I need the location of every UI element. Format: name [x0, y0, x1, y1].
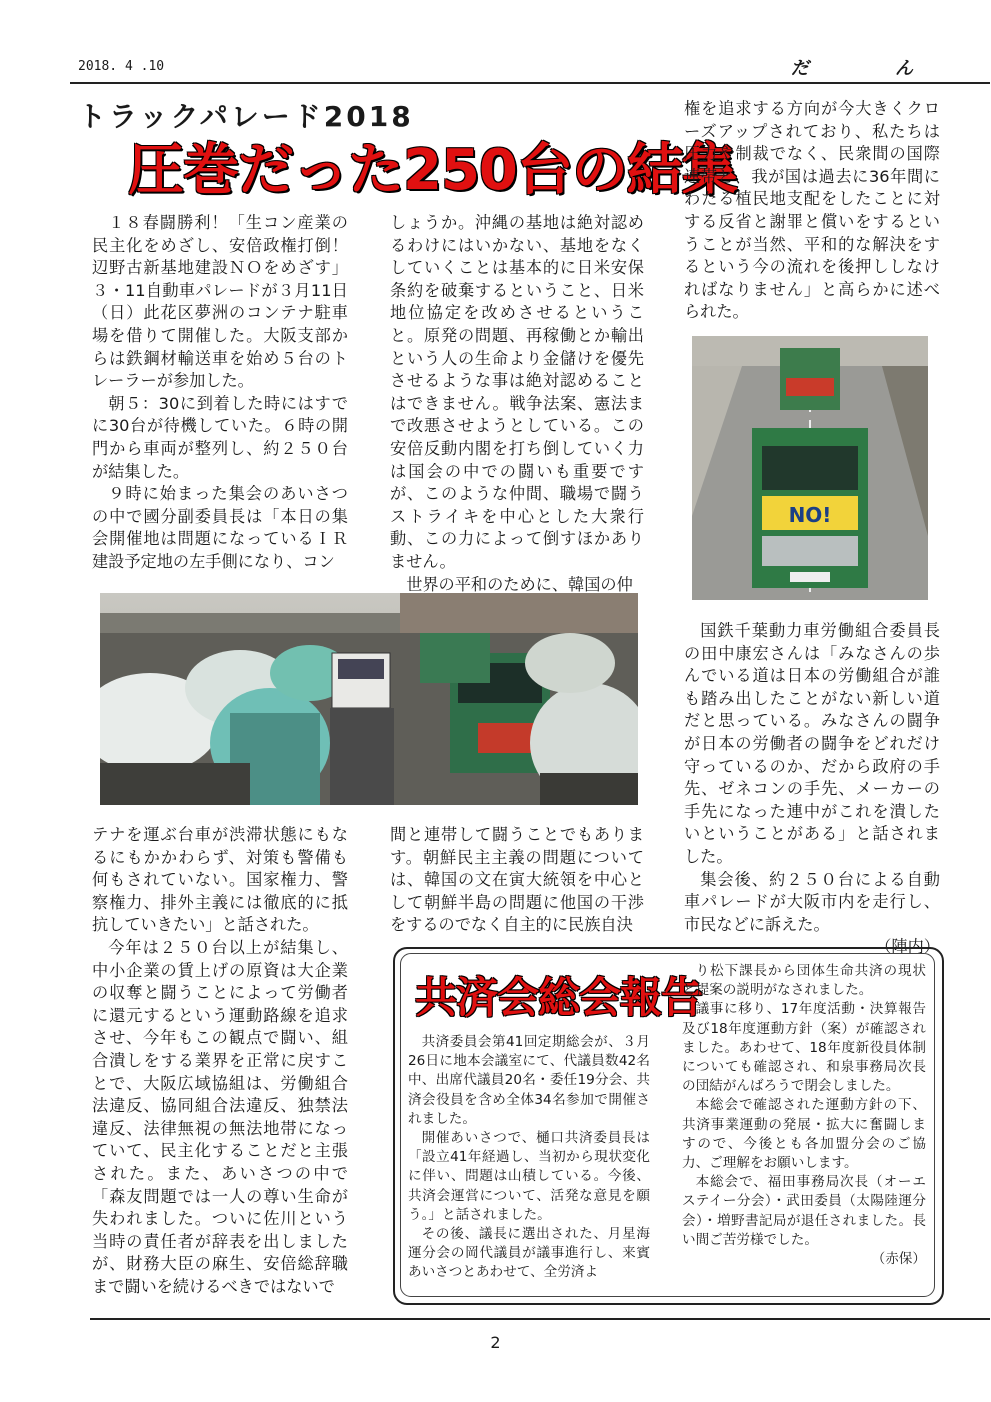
- paragraph: ９時に始まった集会のあいさつの中で國分副委員長は「本日の集会開催地は問題になっているＩＲ建設予定地の左手側になり、コン: [92, 484, 348, 571]
- paragraph: 世界の平和のために、韓国の仲: [406, 574, 633, 594]
- paragraph: 今年は２５０台以上が結集し、中小企業の賃上げの原資は大企業の収奪と闘うことによって労働者に還元するという運動路線を追求させ、今年もこの観点で闘い、組合潰しをする業界を正常に戻すことで、大阪広域協組は、労働組合法違反、協同組合法違反、独禁法違反、法律無視の無法地帯になっていて、民主化することだと主張された。また、あいさつの中で「森友問題では一人の尊い生命が失われました。ついに佐川という当時の責任者が辞表を出しましたが、財務大臣の麻生、安倍総辞職まで闘いを続けるべきではないで: [92, 937, 348, 1296]
- paragraph: り松下課長から団体生命共済の現状と提案の説明がなされました。: [682, 963, 926, 999]
- article-column-2: [390, 212, 644, 596]
- paragraph: 開催あいさつで、樋口共済委員長は「設立41年経過し、当初から現状変化に伴い、問題は山積している。今後、共済会運営について、活発な意見を願う。」と話されました。: [408, 1130, 650, 1223]
- paragraph: 本総会で、福田事務局次長（オーエステイー分会）・武田委員（太陽陸運分会）・増野書記局が退任されました。長い間ご苦労様でした。: [682, 1174, 926, 1248]
- paragraph: 共済委員会第41回定期総会が、３月26日に地本会議室にて、代議員数42名中、出席代議員20名・委任19分会、共済会役員を含め全体34名参加で開催されました。: [408, 1034, 650, 1127]
- paragraph: 国鉄千葉動力車労働組合委員長の田中康宏さんは「みなさんの歩んでいる道は日本の労働組合が誰も踏み出したことがない新しい道だと思っている。みなさんの闘争が日本の労働者の闘争をどれだけ守っているのか、だから政府の手先、ゼネコンの手先、メーカーの手先になった連中がこれを潰したいということがある」と話されました。: [684, 621, 940, 866]
- report-box-title: 共済会総会報告: [415, 973, 703, 1022]
- article-kicker: トラックパレード2018: [78, 100, 414, 133]
- top-rule: [70, 82, 990, 84]
- paragraph: １８春闘勝利！「生コン産業の民主化をめざし、安倍政権打倒！辺野古新基地建設ＮＯをめざす」３・11自動車パレードが３月11日（日）此花区夢洲のコンテナ駐車場を借りて開催した。大阪支部からは鉄鋼材輸送車を始め５台のトレーラーが参加した。: [92, 213, 348, 391]
- paragraph: 間と連帯して闘うことでもあります。朝鮮民主主義の問題については、韓国の文在寅大統領を中心として朝鮮半島の問題に他国の干渉をするのでなく自主的に民族自決: [390, 825, 644, 935]
- paragraph: 本総会で確認された運動方針の下、共済事業運動の発展・拡大に奮闘しますので、今後とも各加盟分会のご協力、ご理解をお願いします。: [682, 1097, 926, 1172]
- article-headline: 圧巻だった250台の結集: [128, 138, 737, 203]
- truck-banner-text: NO!: [788, 503, 832, 527]
- report-byline: （赤保）: [871, 1251, 926, 1268]
- article-column-3-continued: [684, 620, 940, 959]
- issue-date: 2018. 4 .10: [78, 59, 165, 74]
- paragraph: しょうか。沖縄の基地は絶対認めるわけにはいかない、基地をなくしていくことは基本的に日米安保条約を破棄するということ、日米地位協定を改めさせるということ。原発の問題、再稼働とか輸出という人の生命より金儲けを優先させるような事は絶対認めることはできません。戦争法案、憲法まで改悪させようとしている。この安倍反動内閣を打ち倒していく力は国会の中での闘いも重要ですが、このような仲間、職場で闘うストライキを中心とした大衆行動、この力によって倒すほかありません。: [390, 213, 644, 571]
- masthead: だ ん: [790, 58, 953, 79]
- bottom-rule: [90, 1318, 990, 1320]
- article-byline: （陣内）: [875, 937, 940, 957]
- parade-trucks-photo: [100, 593, 638, 805]
- parade-trucks-image: [100, 593, 638, 805]
- paragraph: テナを運ぶ台車が渋滞状態にもなるにもかかわらず、対策も警備も何もされていない。国家権力、警察権力、排外主義には徹底的に抵抗していきたい」と話された。: [92, 825, 348, 935]
- paragraph: 議事に移り、17年度活動・決算報告及び18年度運動方針（案）が確認されました。あわせて、18年度新役員体制についても確認され、和泉事務局次長の団結がんばろうで閉会しました。: [682, 1001, 926, 1095]
- page-number: 2: [490, 1333, 501, 1352]
- report-column-2: [682, 962, 926, 1269]
- paragraph: その後、議長に選出された、月星海運分会の岡代議員が議事進行し、来賓あいさつとあわせて、全労済よ: [408, 1226, 650, 1281]
- parade-road-photo: [692, 336, 928, 600]
- article-column-1-continued: [92, 824, 348, 1298]
- article-column-1: [92, 212, 348, 574]
- paragraph: 集会後、約２５０台による自動車パレードが大阪市内を走行し、市民などに訴えた。: [684, 869, 940, 934]
- paragraph: 朝５：30に到着した時にはすでに30台が待機していた。６時の開門から車両が整列し、約２５０台が結集した。: [92, 393, 348, 481]
- article-column-3: [684, 98, 940, 324]
- paragraph: 権を追求する方向が今大きくクローズアップされており、私たちは圧力や制裁でなく、民衆間の国際連帯と、我が国は過去に36年間にわたる植民地支配をしたことに対する反省と謝罪と償いをするということが当然、平和的な解決をするという今の流れを後押ししなければなりません」と高らかに述べられた。: [684, 99, 940, 322]
- report-column-1: [408, 1033, 650, 1283]
- parade-road-image: [692, 336, 928, 600]
- article-column-2-continued: [390, 824, 644, 937]
